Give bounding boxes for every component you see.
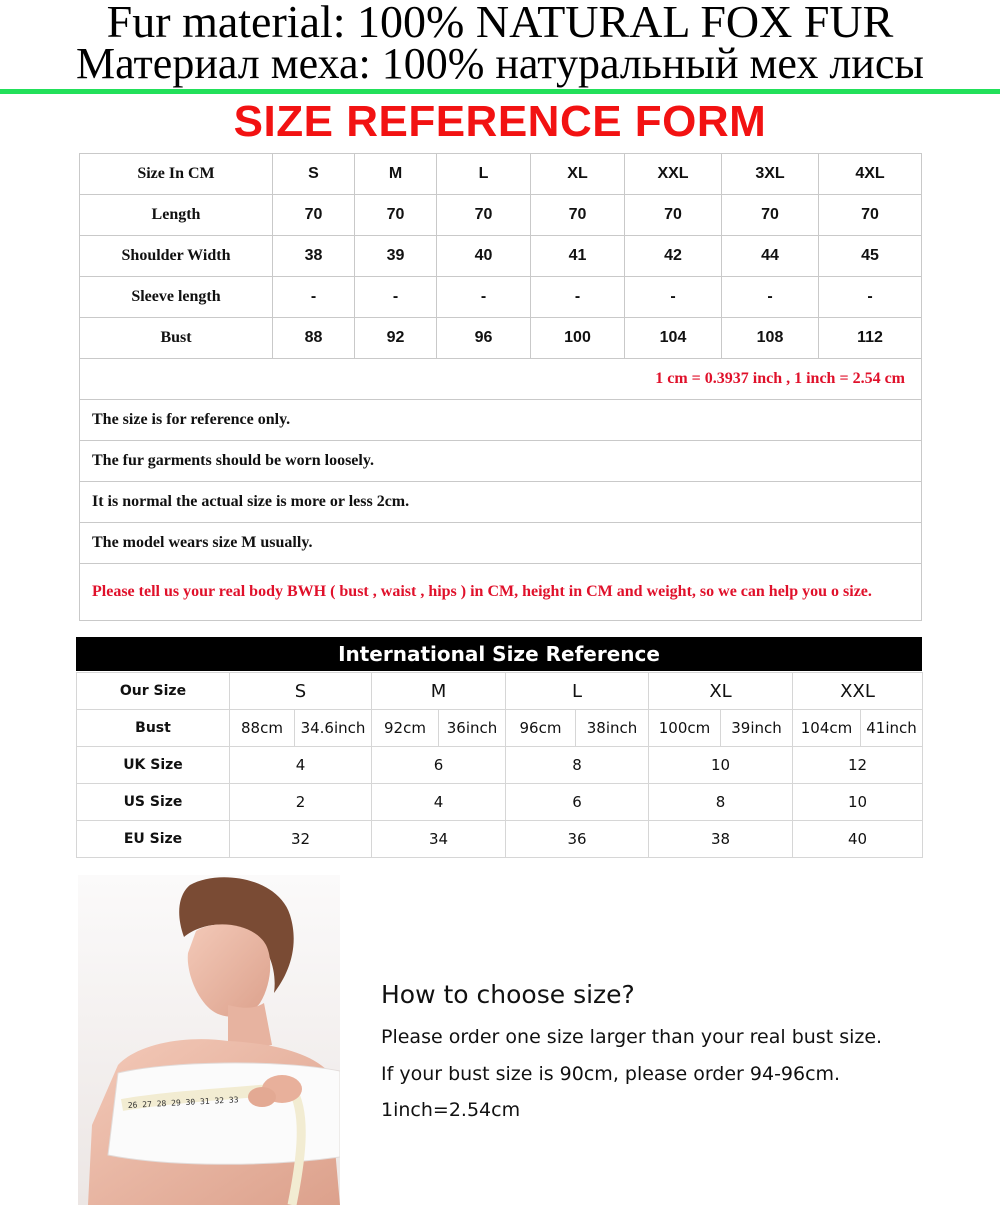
shoulder-width-row: [80, 236, 922, 277]
model-measuring-photo: [78, 875, 340, 1205]
table-cell: 4: [372, 784, 506, 821]
table-cell: 70: [625, 195, 722, 236]
table-cell: -: [355, 277, 437, 318]
table-cell: -: [531, 277, 625, 318]
eu-size-row: [77, 821, 923, 858]
table-cell: 8: [649, 784, 793, 821]
bust-cm: 92cm: [372, 710, 439, 747]
table-cell: 45: [819, 236, 922, 277]
size-reference-title: SIZE REFERENCE FORM: [233, 97, 767, 146]
note-row: [80, 441, 922, 482]
table-cell: -: [819, 277, 922, 318]
note-worn-loosely: The fur garments should be worn loosely.: [80, 441, 922, 482]
table-cell: 36: [506, 821, 649, 858]
table-cell: -: [437, 277, 531, 318]
table-cell: 38: [273, 236, 355, 277]
fur-material-en: Fur material: 100% NATURAL FOX FUR: [106, 0, 894, 47]
table-cell: -: [273, 277, 355, 318]
note-bwh-request: Please tell us your real body BWH ( bust , waist , hips ) in CM, height in CM and weight, so we can help you o size.: [80, 564, 922, 621]
size-col-header: XL: [649, 673, 793, 710]
note-size-tolerance: It is normal the actual size is more or less 2cm.: [80, 482, 922, 523]
row-label: Our Size: [77, 673, 230, 710]
bust-inch: 41inch: [861, 710, 923, 747]
tape-measure-numbers: 26 27 28 29 30 31 32 33: [127, 1095, 239, 1110]
row-label: Bust: [77, 710, 230, 747]
row-label: UK Size: [77, 747, 230, 784]
size-col-header: L: [506, 673, 649, 710]
note-row: [80, 523, 922, 564]
green-divider: [0, 89, 1000, 94]
how-to-choose-title: How to choose size?: [381, 980, 635, 1009]
table-cell: 6: [506, 784, 649, 821]
bust-inch: 38inch: [576, 710, 649, 747]
size-col-header: M: [355, 154, 437, 195]
size-col-header: M: [372, 673, 506, 710]
intl-bust-row: [77, 710, 923, 747]
table-cell: 100: [531, 318, 625, 359]
guide-line-inch-conversion: 1inch=2.54cm: [381, 1099, 521, 1121]
table-cell: 38: [649, 821, 793, 858]
conversion-row: [80, 359, 922, 400]
bust-inch: 36inch: [439, 710, 506, 747]
size-header-label: Size In CM: [80, 154, 273, 195]
note-model-size: The model wears size M usually.: [80, 523, 922, 564]
us-size-row: [77, 784, 923, 821]
size-col-header: S: [273, 154, 355, 195]
guide-line-larger-size: Please order one size larger than your real bust size.: [381, 1026, 883, 1048]
table-cell: 70: [355, 195, 437, 236]
table-cell: 41: [531, 236, 625, 277]
fur-material-ru: Материал меха: 100% натуральный мех лисы: [76, 39, 924, 88]
table-cell: 2: [230, 784, 372, 821]
table-cell: 32: [230, 821, 372, 858]
request-row: [80, 564, 922, 621]
size-table: [79, 153, 922, 621]
model-illustration: [78, 875, 340, 1205]
bust-cm: 88cm: [230, 710, 295, 747]
bust-cm: 96cm: [506, 710, 576, 747]
table-cell: 112: [819, 318, 922, 359]
bust-row: [80, 318, 922, 359]
table-cell: 104: [625, 318, 722, 359]
table-cell: 40: [793, 821, 923, 858]
table-cell: 70: [437, 195, 531, 236]
row-label: Sleeve length: [80, 277, 273, 318]
table-cell: 70: [273, 195, 355, 236]
size-col-header: XXL: [793, 673, 923, 710]
sleeve-length-row: [80, 277, 922, 318]
table-cell: 70: [722, 195, 819, 236]
table-cell: 96: [437, 318, 531, 359]
table-cell: 70: [819, 195, 922, 236]
our-size-row: [77, 673, 923, 710]
table-cell: 34: [372, 821, 506, 858]
table-cell: 92: [355, 318, 437, 359]
note-row: [80, 400, 922, 441]
international-size-table: [76, 672, 923, 858]
table-cell: -: [625, 277, 722, 318]
uk-size-row: [77, 747, 923, 784]
bust-inch: 34.6inch: [295, 710, 372, 747]
length-row: [80, 195, 922, 236]
international-size-title: International Size Reference: [76, 637, 922, 671]
row-label: Length: [80, 195, 273, 236]
row-label: EU Size: [77, 821, 230, 858]
table-cell: -: [722, 277, 819, 318]
size-col-header: XXL: [625, 154, 722, 195]
table-cell: 12: [793, 747, 923, 784]
size-col-header: 3XL: [722, 154, 819, 195]
unit-conversion: 1 cm = 0.3937 inch , 1 inch = 2.54 cm: [80, 359, 922, 400]
table-cell: 10: [793, 784, 923, 821]
table-cell: 44: [722, 236, 819, 277]
size-col-header: 4XL: [819, 154, 922, 195]
table-cell: 39: [355, 236, 437, 277]
table-cell: 6: [372, 747, 506, 784]
size-col-header: S: [230, 673, 372, 710]
table-cell: 42: [625, 236, 722, 277]
table-cell: 10: [649, 747, 793, 784]
bust-cm: 100cm: [649, 710, 721, 747]
bust-inch: 39inch: [721, 710, 793, 747]
guide-line-bust-example: If your bust size is 90cm, please order 94-96cm.: [381, 1063, 841, 1085]
size-header-row: [80, 154, 922, 195]
table-cell: 40: [437, 236, 531, 277]
table-cell: 108: [722, 318, 819, 359]
note-row: [80, 482, 922, 523]
table-cell: 4: [230, 747, 372, 784]
size-col-header: L: [437, 154, 531, 195]
size-col-header: XL: [531, 154, 625, 195]
row-label: US Size: [77, 784, 230, 821]
note-reference-only: The size is for reference only.: [80, 400, 922, 441]
row-label: Shoulder Width: [80, 236, 273, 277]
row-label: Bust: [80, 318, 273, 359]
bust-cm: 104cm: [793, 710, 861, 747]
table-cell: 8: [506, 747, 649, 784]
table-cell: 70: [531, 195, 625, 236]
table-cell: 88: [273, 318, 355, 359]
